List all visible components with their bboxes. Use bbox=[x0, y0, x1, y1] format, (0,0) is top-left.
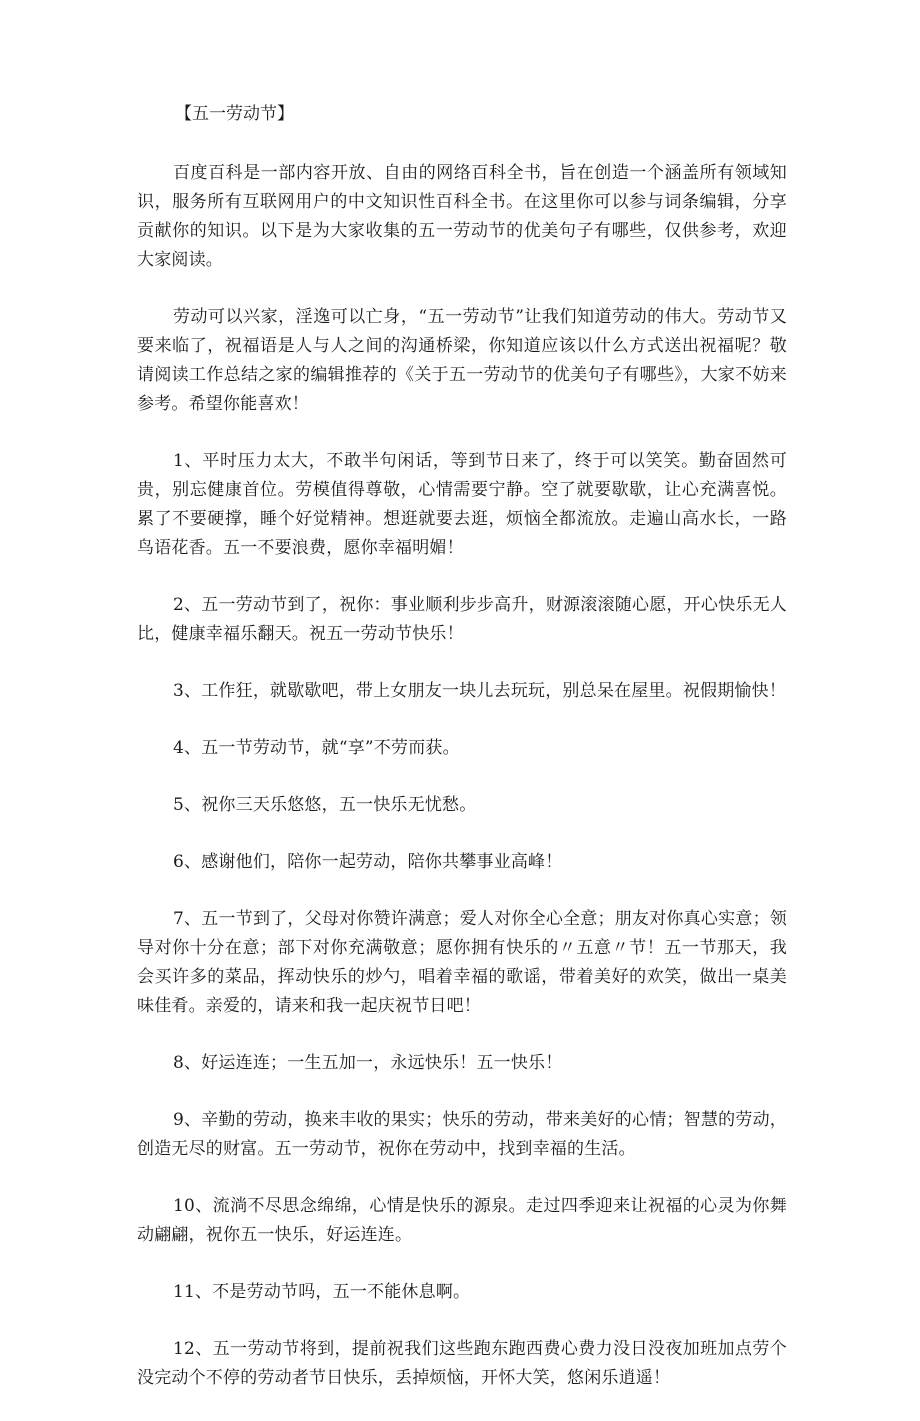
document-page bbox=[137, 100, 787, 1421]
list-item: 7、五一节到了，父母对你赞许满意；爱人对你全心全意；朋友对你真心实意；领导对你十分在意；部下对你充满敬意；愿你拥有快乐的〃五意〃节！五一节那天，我会买许多的菜品，挥动快乐的炒勺，唱着幸福的歌谣，带着美好的欢笑，做出一桌美味佳肴。亲爱的，请来和我一起庆祝节日吧！ bbox=[137, 909, 787, 1016]
list-item: 10、流淌不尽思念绵绵，心情是快乐的源泉。走过四季迎来让祝福的心灵为你舞动翩翩，祝你五一快乐，好运连连。 bbox=[137, 1196, 787, 1245]
intro-paragraph: 百度百科是一部内容开放、自由的网络百科全书，旨在创造一个涵盖所有领域知识，服务所有互联网用户的中文知识性百科全书。在这里你可以参与词条编辑，分享贡献你的知识。以下是为大家收集的五一劳动节的优美句子有哪些，仅供参考，欢迎大家阅读。 bbox=[137, 163, 787, 270]
list-item: 4、五一节劳动节，就“享”不劳而获。 bbox=[173, 738, 460, 758]
list-item: 3、工作狂，就歇歇吧，带上女朋友一块儿去玩玩，别总呆在屋里。祝假期愉快！ bbox=[173, 681, 787, 701]
list-item: 8、好运连连；一生五加一，永远快乐！五一快乐！ bbox=[173, 1053, 563, 1073]
list-item: 9、辛勤的劳动，换来丰收的果实；快乐的劳动，带来美好的心情；智慧的劳动，创造无尽的财富。五一劳动节，祝你在劳动中，找到幸福的生活。 bbox=[137, 1110, 787, 1159]
list-item: 6、感谢他们，陪你一起劳动，陪你共攀事业高峰！ bbox=[173, 852, 563, 872]
list-item: 1、平时压力太大，不敢半句闲话，等到节日来了，终于可以笑笑。勤奋固然可贵，别忘健康首位。劳模值得尊敬，心情需要宁静。空了就要歇歇，让心充满喜悦。累了不要硬撑，睡个好觉精神。想逛就要去逛，烦恼全都流放。走遍山高水长，一路鸟语花香。五一不要浪费，愿你幸福明媚！ bbox=[137, 451, 787, 558]
list-item: 11、不是劳动节吗，五一不能休息啊。 bbox=[173, 1282, 471, 1302]
list-item: 5、祝你三天乐悠悠，五一快乐无忧愁。 bbox=[173, 795, 477, 815]
lead-paragraph: 劳动可以兴家，淫逸可以亡身，“五一劳动节”让我们知道劳动的伟大。劳动节又要来临了，祝福语是人与人之间的沟通桥梁，你知道应该以什么方式送出祝福呢？敬请阅读工作总结之家的编辑推荐的《关于五一劳动节的优美句子有哪些》，大家不妨来参考。希望你能喜欢！ bbox=[137, 307, 787, 414]
list-item: 12、五一劳动节将到，提前祝我们这些跑东跑西费心费力没日没夜加班加点劳个没完动个不停的劳动者节日快乐，丢掉烦恼，开怀大笑，悠闲乐逍遥！ bbox=[137, 1339, 787, 1388]
list-item: 2、五一劳动节到了，祝你：事业顺利步步高升，财源滚滚随心愿，开心快乐无人比，健康幸福乐翻天。祝五一劳动节快乐！ bbox=[137, 595, 787, 644]
document-title: 【五一劳动节】 bbox=[175, 104, 294, 124]
